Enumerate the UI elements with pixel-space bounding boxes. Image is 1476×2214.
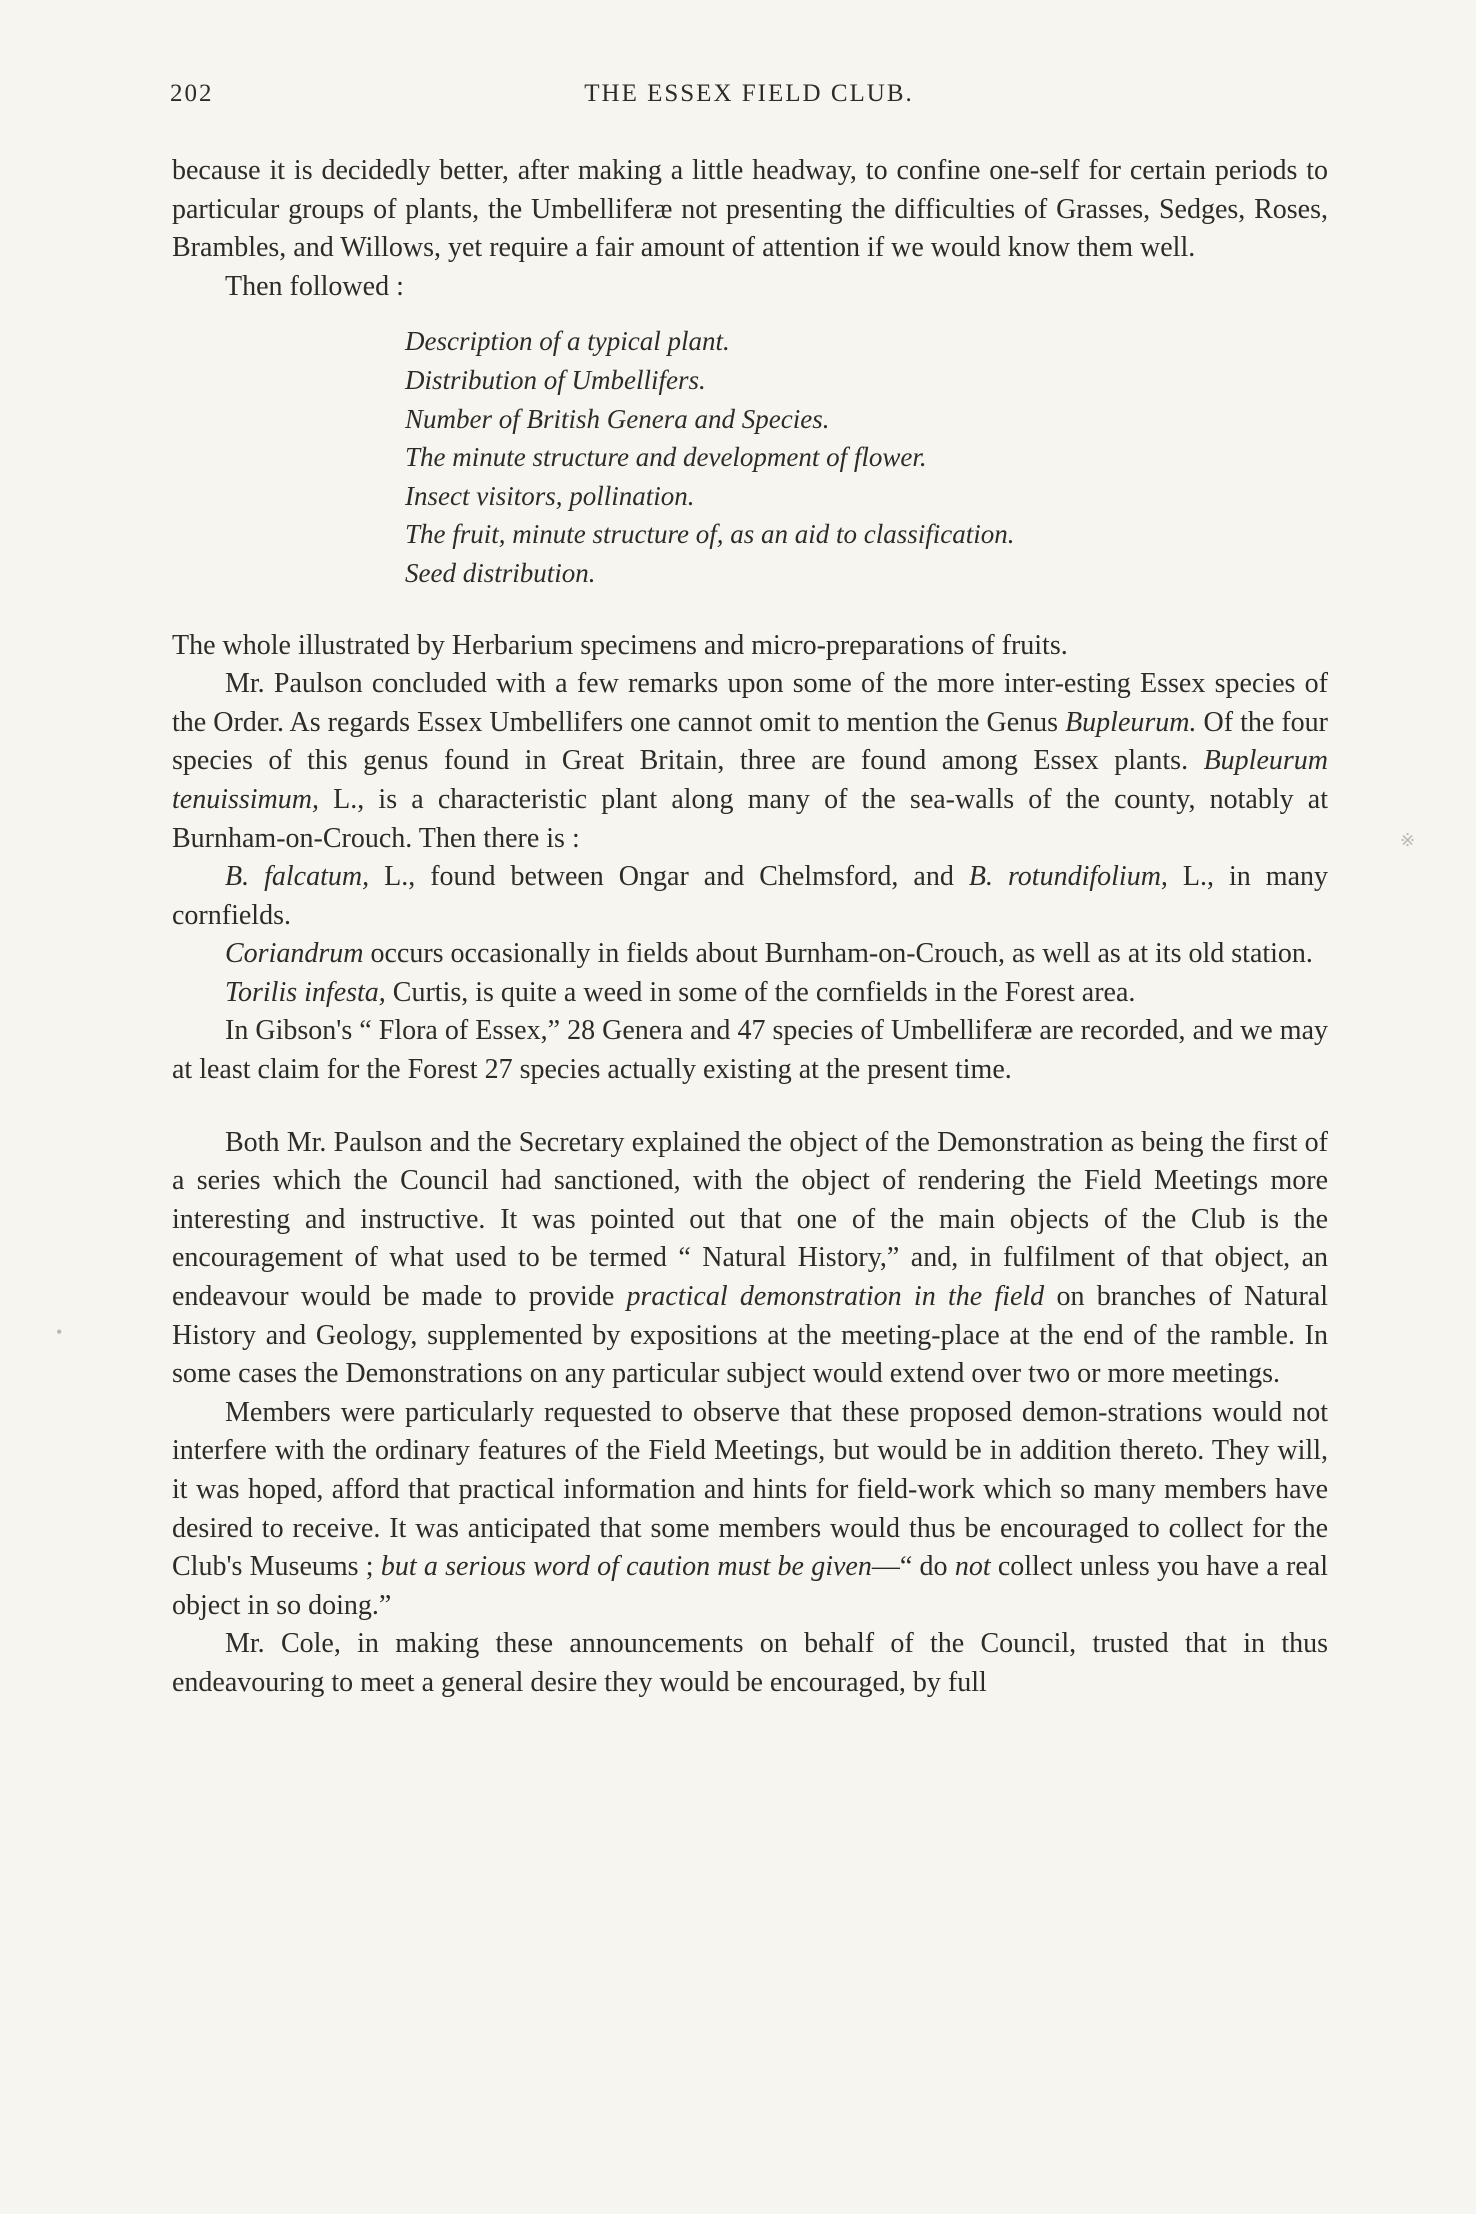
paragraph-torilis [172,974,1328,1013]
text-run: collect unless you have a real object in so doing.” [172,1551,1329,1621]
text-run: occurs occasionally in fields about Burnham-on-Crouch, as well as at its old station. [363,938,1313,970]
margin-mark: ※ [1400,830,1416,850]
paragraph-members-requested [172,1394,1328,1626]
page-number: 202 [170,80,214,107]
paragraph-herbarium: The whole illustrated by Herbarium specimens and micro-preparations of fruits. [172,629,1068,661]
paragraph-then-followed: Then followed : [225,270,404,302]
text-run: Of the four species of this genus found in Great Britain, three are found among Essex plants. [172,706,1328,777]
paragraph-coriandrum [172,935,1328,974]
paragraph-gibson-flora: In Gibson's “ Flora of Essex,” 28 Genera and 47 species of Umbelliferæ are recorded, and we may at least claim for the Forest 27 species actually existing at the present time. [172,1015,1328,1086]
text-run: Both Mr. Paulson and the Secretary explained the object of the Demonstration as being the first of a series which the Council had sanctioned, with the object of rendering the Field Meetings more interesting and instructive. It was pointed out that one of the main objects of the Club is the encouragement of what used to be termed “ Natural History,” and, in fulfilment of that object, an endeavour would be made to provide [172,1126,1328,1313]
paragraph-essex-species [172,665,1328,858]
text-run: Mr. Paulson concluded with a few remarks upon some of the more inter-esting Essex species of the Order. As regards Essex Umbellifers one cannot omit to mention the Genus [172,668,1328,738]
species-name: B. rotundifolium, [968,861,1168,893]
genus-name: Coriandrum [225,938,364,970]
species-name: Bupleurum tenuissimum, [172,745,1328,815]
genus-name: Bupleurum. [1065,706,1197,738]
demonstration-topics-list [405,322,1328,592]
list-item: Description of a typical plant. [405,326,730,357]
body-text [172,152,1328,1703]
paragraph-bupleurum-species [172,858,1328,935]
emphasis-text: but a serious word of caution must be given [380,1551,872,1583]
list-item: Distribution of Umbellifers. [405,364,706,395]
emphasis-text: not [954,1551,991,1583]
running-header [170,80,1328,120]
list-item: Seed distribution. [405,557,596,588]
text-run: Members were particularly requested to observe that these proposed demon-strations would not interfere with the ordinary features of the Field Meetings, but would be in addition thereto. They will, it was hoped, afford that practical information and hints for field-work which so many members have desired to receive. It was anticipated that some members would thus be encouraged to collect for the Club's Museums ; [172,1396,1328,1583]
list-item: Insect visitors, pollination. [405,480,695,511]
list-item: The fruit, minute structure of, as an aid to classification. [405,519,1015,550]
paragraph-umbelliferae-intro: because it is decidedly better, after making a little headway, to confine one-self for certain periods to particular groups of plants, the Umbelliferæ not presenting the difficulties of Grasses, Sedges, Roses, Brambles, and Willows, yet require a fair amount of attention if we would know them well. [172,155,1328,264]
running-title: THE ESSEX FIELD CLUB. [584,80,914,107]
text-run: L., in many cornfields. [172,861,1329,931]
text-run: —“ do [871,1551,955,1583]
text-run: on branches of Natural History and Geology, supplemented by expositions at the meeting-place at the end of the ramble. In some cases the Demonstrations on any particular subject would extend over two or more meetings. [172,1281,1329,1390]
text-run: L., is a characteristic plant along many of the sea-walls of the county, notably at Burnham-on-Crouch. Then there is : [172,783,1328,854]
margin-mark: • [56,1322,63,1342]
species-name: B. falcatum, [225,861,370,893]
text-run: L., found between Ongar and Chelmsford, and [369,861,969,893]
emphasis-text: practical demonstration in the field [626,1281,1045,1313]
paragraph-demonstration-object [172,1124,1328,1394]
list-item: Number of British Genera and Species. [405,403,830,434]
text-run: Curtis, is quite a weed in some of the cornfields in the Forest area. [385,976,1136,1008]
paragraph-mr-cole: Mr. Cole, in making these announcements on behalf of the Council, trusted that in thus endeavouring to meet a general desire they would be encouraged, by full [172,1628,1328,1698]
species-name: Torilis infesta, [225,976,386,1008]
list-item: The minute structure and development of flower. [405,442,927,473]
